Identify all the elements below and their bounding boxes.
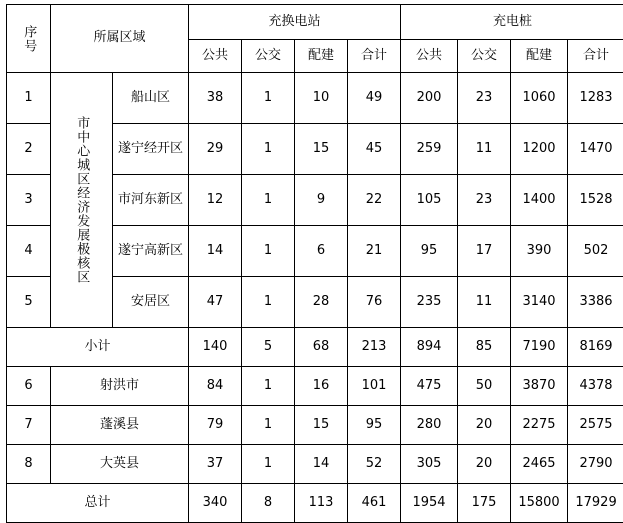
cell-pile-bus: 11	[458, 124, 511, 175]
cell-pile-total: 17929	[568, 484, 623, 523]
cell-station-bus: 1	[242, 277, 295, 328]
cell-pile-public: 1954	[401, 484, 458, 523]
cell-pile-total: 2575	[568, 406, 623, 445]
cell-pile-built: 2465	[511, 445, 568, 484]
cell-pile-public: 200	[401, 73, 458, 124]
cell-station-total: 49	[348, 73, 401, 124]
cell-pile-built: 2275	[511, 406, 568, 445]
cell-pile-built: 7190	[511, 328, 568, 367]
cell-station-total: 52	[348, 445, 401, 484]
cell-area: 大英县	[51, 445, 189, 484]
cell-station-public: 14	[189, 226, 242, 277]
cell-station-built: 16	[295, 367, 348, 406]
cell-pile-bus: 23	[458, 175, 511, 226]
cell-station-public: 79	[189, 406, 242, 445]
cell-station-public: 38	[189, 73, 242, 124]
cell-pile-public: 105	[401, 175, 458, 226]
cell-pile-built: 390	[511, 226, 568, 277]
cell-pile-public: 475	[401, 367, 458, 406]
cell-pile-total: 1283	[568, 73, 623, 124]
cell-seq: 5	[7, 277, 51, 328]
cell-seq: 7	[7, 406, 51, 445]
cell-pile-public: 305	[401, 445, 458, 484]
cell-station-bus: 8	[242, 484, 295, 523]
cell-station-public: 47	[189, 277, 242, 328]
cell-area-merged-label: 市中心城区经济发展极核区	[73, 112, 91, 288]
cell-total-label: 总计	[7, 484, 189, 523]
cell-station-total: 21	[348, 226, 401, 277]
cell-area: 蓬溪县	[51, 406, 189, 445]
cell-pile-built: 1400	[511, 175, 568, 226]
cell-seq: 6	[7, 367, 51, 406]
cell-station-public: 37	[189, 445, 242, 484]
cell-station-bus: 1	[242, 124, 295, 175]
cell-station-public: 12	[189, 175, 242, 226]
cell-pile-bus: 20	[458, 445, 511, 484]
header-area: 所属区域	[51, 5, 189, 73]
cell-pile-public: 259	[401, 124, 458, 175]
cell-station-total: 101	[348, 367, 401, 406]
header-seq-label: 序号	[20, 21, 38, 57]
table-subtotal-row	[7, 328, 623, 367]
cell-station-built: 9	[295, 175, 348, 226]
cell-area: 遂宁高新区	[113, 226, 189, 277]
cell-station-total: 45	[348, 124, 401, 175]
cell-area-merged	[51, 73, 113, 328]
cell-station-built: 14	[295, 445, 348, 484]
cell-pile-total: 1528	[568, 175, 623, 226]
cell-station-total: 95	[348, 406, 401, 445]
cell-station-bus: 1	[242, 367, 295, 406]
cell-station-public: 340	[189, 484, 242, 523]
cell-station-total: 461	[348, 484, 401, 523]
cell-area: 安居区	[113, 277, 189, 328]
cell-seq: 3	[7, 175, 51, 226]
cell-pile-total: 502	[568, 226, 623, 277]
cell-station-bus: 1	[242, 226, 295, 277]
cell-station-built: 68	[295, 328, 348, 367]
header-station-total: 合计	[348, 40, 401, 73]
cell-pile-total: 2790	[568, 445, 623, 484]
cell-area: 射洪市	[51, 367, 189, 406]
cell-station-public: 84	[189, 367, 242, 406]
header-station-public: 公共	[189, 40, 242, 73]
cell-subtotal-label: 小计	[7, 328, 189, 367]
table-total-row	[7, 484, 623, 523]
cell-pile-bus: 17	[458, 226, 511, 277]
header-group-station: 充换电站	[189, 5, 401, 40]
cell-pile-total: 1470	[568, 124, 623, 175]
cell-pile-bus: 20	[458, 406, 511, 445]
cell-station-bus: 1	[242, 445, 295, 484]
cell-station-public: 29	[189, 124, 242, 175]
cell-seq: 1	[7, 73, 51, 124]
charging-facility-table	[6, 4, 623, 523]
cell-station-built: 6	[295, 226, 348, 277]
cell-pile-built: 15800	[511, 484, 568, 523]
cell-pile-total: 8169	[568, 328, 623, 367]
cell-pile-built: 3140	[511, 277, 568, 328]
cell-seq: 8	[7, 445, 51, 484]
table-row	[7, 367, 623, 406]
cell-station-bus: 1	[242, 175, 295, 226]
cell-station-total: 22	[348, 175, 401, 226]
cell-pile-public: 235	[401, 277, 458, 328]
cell-station-built: 10	[295, 73, 348, 124]
cell-seq: 2	[7, 124, 51, 175]
cell-pile-bus: 175	[458, 484, 511, 523]
cell-pile-public: 280	[401, 406, 458, 445]
cell-station-total: 213	[348, 328, 401, 367]
cell-station-bus: 5	[242, 328, 295, 367]
cell-area: 遂宁经开区	[113, 124, 189, 175]
cell-station-built: 15	[295, 406, 348, 445]
table-row	[7, 445, 623, 484]
header-pile-bus: 公交	[458, 40, 511, 73]
cell-station-public: 140	[189, 328, 242, 367]
cell-pile-built: 3870	[511, 367, 568, 406]
cell-pile-total: 4378	[568, 367, 623, 406]
cell-station-bus: 1	[242, 73, 295, 124]
cell-pile-public: 894	[401, 328, 458, 367]
cell-station-total: 76	[348, 277, 401, 328]
header-pile-public: 公共	[401, 40, 458, 73]
cell-station-built: 28	[295, 277, 348, 328]
header-station-bus: 公交	[242, 40, 295, 73]
cell-station-built: 113	[295, 484, 348, 523]
cell-pile-built: 1060	[511, 73, 568, 124]
table-row	[7, 73, 623, 124]
cell-pile-bus: 23	[458, 73, 511, 124]
cell-area: 市河东新区	[113, 175, 189, 226]
header-group-pile: 充电桩	[401, 5, 623, 40]
cell-pile-bus: 85	[458, 328, 511, 367]
cell-station-built: 15	[295, 124, 348, 175]
cell-pile-built: 1200	[511, 124, 568, 175]
cell-station-bus: 1	[242, 406, 295, 445]
cell-pile-public: 95	[401, 226, 458, 277]
cell-pile-total: 3386	[568, 277, 623, 328]
cell-area: 船山区	[113, 73, 189, 124]
table-row	[7, 406, 623, 445]
cell-pile-bus: 11	[458, 277, 511, 328]
cell-pile-bus: 50	[458, 367, 511, 406]
cell-seq: 4	[7, 226, 51, 277]
header-pile-total: 合计	[568, 40, 623, 73]
header-seq	[7, 5, 51, 73]
header-pile-built: 配建	[511, 40, 568, 73]
header-station-built: 配建	[295, 40, 348, 73]
table-header-row-1	[7, 5, 623, 40]
